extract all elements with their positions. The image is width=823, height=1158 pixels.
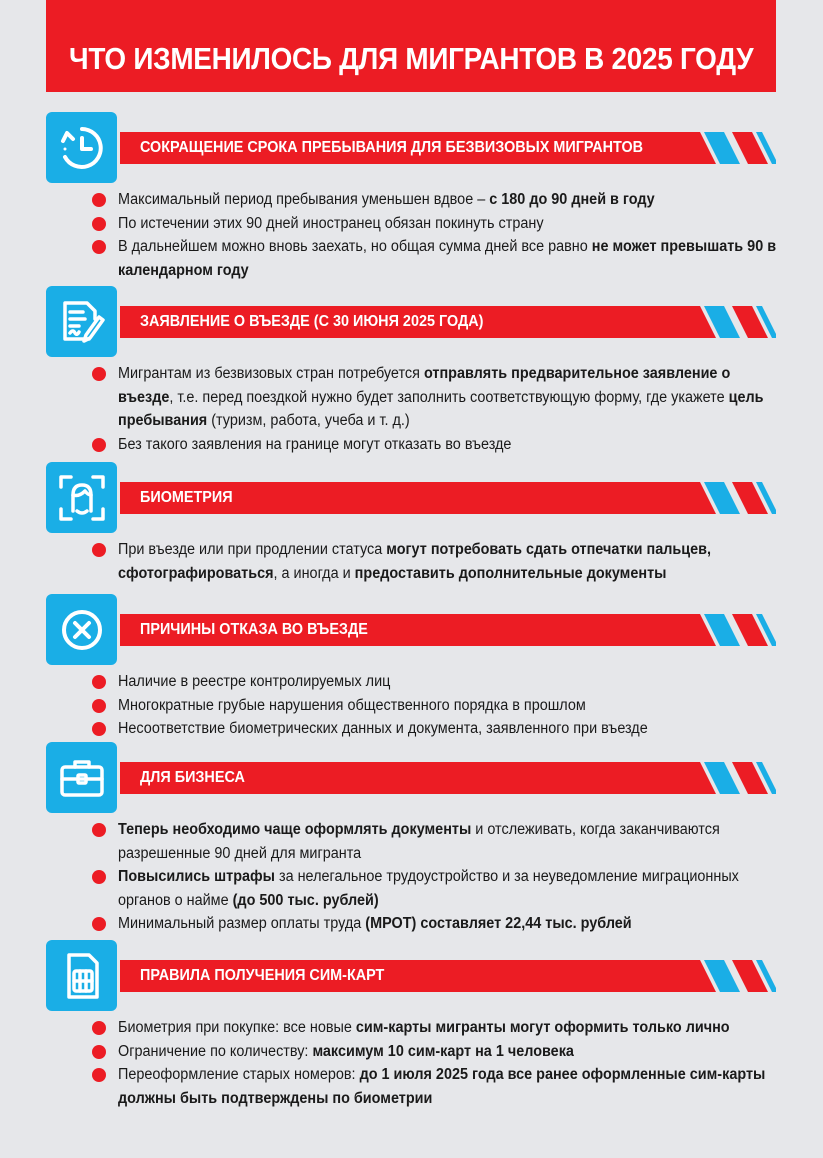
section-heading-banner [120, 762, 776, 794]
list-item-text [118, 912, 777, 936]
bold-text: не может превышать 90 в календарном году [118, 238, 777, 279]
plain-text: и отслеживать, когда заканчиваются разрешенные 90 дней для мигранта [118, 821, 720, 862]
document-pen-icon [46, 286, 117, 357]
plain-text: Ограничение по количеству: [118, 1042, 313, 1060]
list-item-text [118, 188, 777, 212]
bullet-dot-icon [92, 1021, 106, 1035]
section-heading: СОКРАЩЕНИЕ СРОКА ПРЕБЫВАНИЯ ДЛЯ БЕЗВИЗОВЫХ МИГРАНТОВ [140, 139, 644, 156]
bullet-dot-icon [92, 240, 106, 254]
bullet-list [90, 362, 780, 456]
plain-text: Максимальный период пребывания уменьшен вдвое – [118, 191, 490, 208]
list-item [90, 1040, 780, 1064]
bullet-list [90, 188, 780, 282]
plain-text: При въезде или при продлении статуса [118, 541, 387, 558]
bullet-dot-icon [92, 367, 106, 381]
bullet-list [90, 538, 780, 585]
section-heading-banner [120, 960, 776, 992]
bullet-list [90, 818, 780, 936]
list-item [90, 694, 780, 718]
bold-text: цель пребывания [118, 388, 764, 429]
bold-text: с 180 до 90 дней в году [489, 191, 655, 208]
plain-text: Переоформление старых номеров: [118, 1066, 360, 1083]
face-scan-icon [46, 462, 117, 533]
section-heading-banner [120, 306, 776, 338]
bold-text: Повысились штрафы [118, 868, 275, 885]
bullet-dot-icon [92, 722, 106, 736]
bullet-dot-icon [92, 193, 106, 207]
list-item-text [118, 362, 777, 433]
list-item-text [118, 1016, 777, 1040]
section-heading: ПРАВИЛА ПОЛУЧЕНИЯ СИМ-КАРТ [140, 967, 385, 984]
plain-text: Многократные грубые нарушения общественного порядка в прошлом [118, 696, 586, 714]
bold-text: максимум 10 сим-карт на 1 человека [312, 1042, 574, 1060]
bold-text: сим-карты мигранты могут оформить только лично [355, 1019, 730, 1036]
list-item-text [118, 538, 777, 585]
bullet-dot-icon [92, 1045, 106, 1059]
list-item-text [118, 1063, 777, 1110]
plain-text: Наличие в реестре контролируемых лиц [118, 673, 391, 690]
plain-text: Минимальный размер оплаты труда [118, 915, 366, 932]
list-item-text [118, 694, 777, 718]
list-item [90, 1016, 780, 1040]
plain-text: По истечении этих 90 дней иностранец обязан покинуть страну [118, 214, 544, 232]
bullet-dot-icon [92, 699, 106, 713]
bullet-dot-icon [92, 217, 106, 231]
bullet-dot-icon [92, 675, 106, 689]
section-heading: ЗАЯВЛЕНИЕ О ВЪЕЗДЕ (С 30 ИЮНЯ 2025 ГОДА) [140, 313, 484, 330]
bold-text: до 1 июля 2025 года все ранее оформленные сим-карты должны быть подтверждены по биометрии [118, 1066, 766, 1107]
section-heading: БИОМЕТРИЯ [140, 489, 233, 506]
title-bar [46, 0, 776, 92]
bullet-dot-icon [92, 917, 106, 931]
plain-text: Без такого заявления на границе могут отказать во въезде [118, 435, 512, 453]
list-item [90, 235, 780, 282]
bullet-list [90, 670, 780, 741]
bold-text: (до 500 тыс. рублей) [232, 891, 379, 909]
plain-text: В дальнейшем можно вновь заехать, но общая сумма дней все равно [118, 238, 592, 255]
clock-history-icon [46, 112, 117, 183]
plain-text: за нелегальное трудоустройство и за неуведомление миграционных органов о найме [118, 868, 739, 909]
list-item [90, 538, 780, 585]
plain-text: , а иногда и [273, 564, 355, 582]
section-heading: ПРИЧИНЫ ОТКАЗА ВО ВЪЕЗДЕ [140, 621, 368, 638]
bold-text: могут потребовать сдать отпечатки пальцев, сфотографироваться [118, 541, 711, 582]
bullet-list [90, 1016, 780, 1110]
list-item-text [118, 235, 777, 282]
list-item-text [118, 433, 777, 457]
list-item-text [118, 212, 777, 236]
list-item [90, 717, 780, 741]
list-item-text [118, 1040, 777, 1064]
bullet-dot-icon [92, 823, 106, 837]
list-item [90, 188, 780, 212]
list-item-text [118, 818, 777, 865]
list-item-text [118, 865, 777, 912]
list-item [90, 865, 780, 912]
section-heading-banner [120, 482, 776, 514]
list-item [90, 433, 780, 457]
list-item [90, 212, 780, 236]
list-item [90, 1063, 780, 1110]
list-item [90, 818, 780, 865]
bold-text: (МРОТ) составляет 22,44 тыс. рублей [365, 915, 632, 932]
cross-circle-icon [46, 594, 117, 665]
briefcase-icon [46, 742, 117, 813]
section-heading-banner [120, 132, 776, 164]
list-item-text [118, 717, 777, 741]
list-item [90, 362, 780, 433]
list-item-text [118, 670, 777, 694]
section-heading-banner [120, 614, 776, 646]
bullet-dot-icon [92, 870, 106, 884]
bold-text: отправлять предварительное заявление о въезде [118, 365, 731, 406]
bullet-dot-icon [92, 438, 106, 452]
page-title: ЧТО ИЗМЕНИЛОСЬ ДЛЯ МИГРАНТОВ В 2025 ГОДУ [68, 41, 754, 76]
bullet-dot-icon [92, 543, 106, 557]
plain-text: , т.е. перед поездкой нужно будет заполнить соответствующую форму, где укажете [169, 388, 729, 406]
plain-text: Несоответствие биометрических данных и документа, заявленного при въезде [118, 720, 648, 737]
bold-text: предоставить дополнительные документы [354, 564, 667, 582]
section-heading: ДЛЯ БИЗНЕСА [140, 769, 245, 786]
list-item [90, 670, 780, 694]
plain-text: Биометрия при покупке: все новые [118, 1019, 356, 1036]
plain-text: Мигрантам из безвизовых стран потребуется [118, 365, 424, 382]
bold-text: Теперь необходимо чаще оформлять документы [118, 821, 472, 838]
sim-card-icon [46, 940, 117, 1011]
list-item [90, 912, 780, 936]
plain-text: (туризм, работа, учеба и т. д.) [207, 412, 410, 429]
bullet-dot-icon [92, 1068, 106, 1082]
